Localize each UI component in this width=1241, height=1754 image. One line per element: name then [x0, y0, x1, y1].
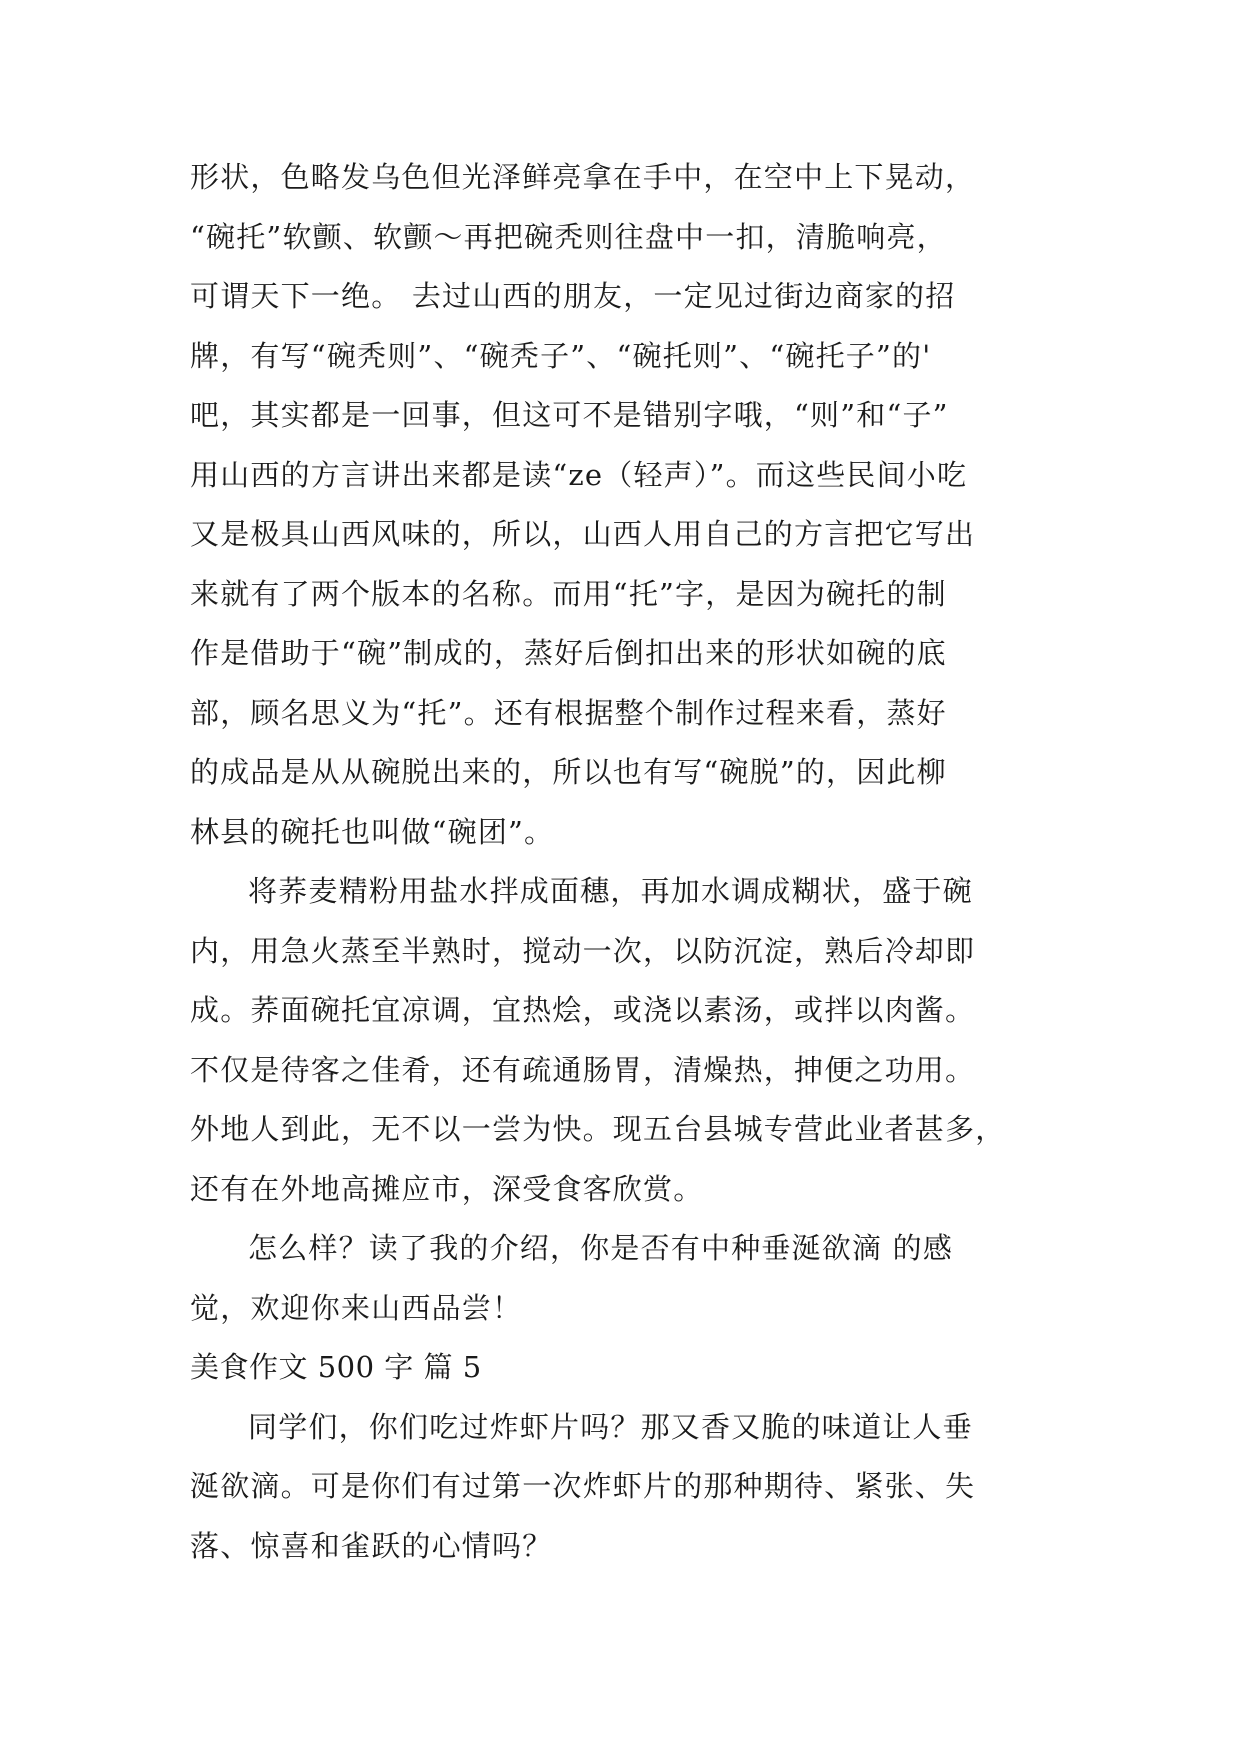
text-line: 牌，有写“碗秃则”、“碗秃子”、“碗托则”、“碗托子”的': [190, 338, 932, 373]
text-line: 外地人到此，无不以一尝为快。现五台县城专营此业者甚多，: [190, 1112, 1006, 1146]
paragraph-shrimp-chips-intro: [190, 1398, 1090, 1577]
text-line: 部，顾名思义为“托”。还有根据整个制作过程来看，蒸好: [190, 695, 947, 730]
text-line: 用山西的方言讲出来都是读“ze（轻声）”。而这些民间小吃: [190, 457, 968, 492]
text-line: 林县的碗托也叫做“碗团”。: [190, 814, 555, 849]
text-line: 可谓天下一绝。 去过山西的朋友，一定见过街边商家的招: [190, 279, 956, 313]
section-heading: 美食作文 500 字 篇 5: [190, 1350, 482, 1384]
document-page: [190, 148, 1090, 1576]
text-line: 来就有了两个版本的名称。而用“托”字，是因为碗托的制: [190, 576, 947, 611]
text-line: 成。荞面碗托宜凉调，宜热烩，或浇以素汤，或拌以肉酱。: [190, 993, 976, 1027]
text-line: 又是极具山西风味的，所以，山西人用自己的方言把它写出: [190, 517, 976, 551]
paragraph-wantuo-name-origin: [190, 148, 1090, 862]
text-line: 吧，其实都是一回事，但这可不是错别字哦，“则”和“子”: [190, 398, 949, 432]
text-line: 同学们，你们吃过炸虾片吗？那又香又脆的味道让人垂: [248, 1409, 973, 1444]
text-line: 涎欲滴。可是你们有过第一次炸虾片的那种期待、紧张、失: [190, 1469, 976, 1503]
text-line: 怎么样？读了我的介绍，你是否有中种垂涎欲滴 的感: [248, 1231, 954, 1265]
paragraph-wantuo-recipe: [190, 862, 1090, 1219]
text-line: 觉，欢迎你来山西品尝！: [190, 1290, 523, 1325]
text-line: 将荞麦精粉用盐水拌成面穗，再加水调成糊状，盛于碗: [248, 874, 973, 908]
text-line: 落、惊喜和雀跃的心情吗？: [190, 1528, 553, 1563]
text-line: 内，用急火蒸至半熟时，搅动一次，以防沉淀，熟后冷却即: [190, 933, 976, 968]
text-line: 不仅是待客之佳肴，还有疏通肠胃，清燥热，抻便之功用。: [190, 1052, 976, 1087]
text-line: 作是借助于“碗”制成的，蒸好后倒扣出来的形状如碗的底: [190, 636, 947, 670]
text-line: 还有在外地高摊应市，深受食客欣赏。: [190, 1171, 704, 1206]
text-line: “碗托”软颤、软颤～再把碗秃则往盘中一扣，清脆响亮，: [190, 219, 947, 254]
text-line: 的成品是从从碗脱出来的，所以也有写“碗脱”的，因此柳: [190, 755, 947, 789]
text-line: 形状，色略发乌色但光泽鲜亮拿在手中，在空中上下晃动，: [190, 160, 976, 194]
paragraph-closing-invite: [190, 1219, 1090, 1338]
